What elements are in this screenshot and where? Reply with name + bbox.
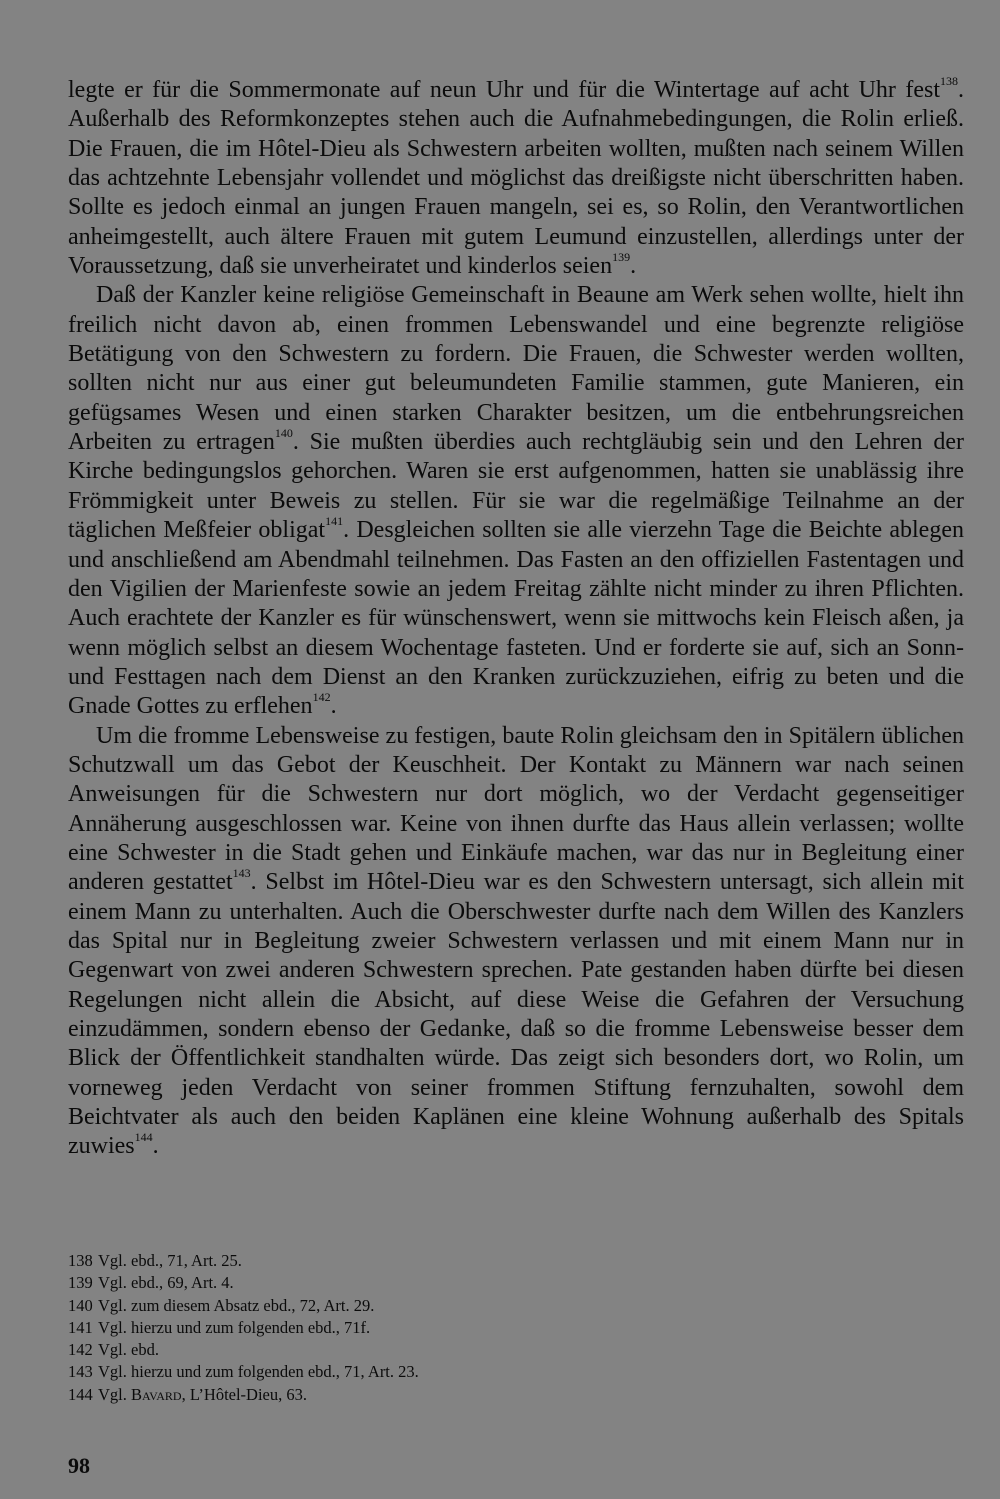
footnote-text: Vgl. hierzu und zum folgenden ebd., 71f. <box>98 1317 371 1337</box>
footnote-141 <box>68 1317 964 1339</box>
footnote-text: Vgl. ebd., 71, Art. 25. <box>98 1251 242 1270</box>
footnote-text: Vgl. zum diesem Absatz ebd., 72, Art. 29. <box>98 1295 375 1315</box>
footnote-author: Bavard <box>131 1384 182 1404</box>
footnote-text: Vgl. ebd., 69, Art. 4. <box>98 1273 234 1293</box>
footnote-144 <box>68 1384 964 1406</box>
paragraph-1: legte er für die Sommermonate auf neun Uhr und für die Wintertage auf acht Uhr fest$^{138}$. Außerhalb des Reformkonzeptes stehen auch die Aufnahmebedingungen, die Rolin erließ. Die Frauen, die im Hôtel-Dieu als Schwestern arbeiten wollten, mußten nach seinem Willen das achtzehnte Lebensjahr vollendet und möglichst das dreißigste nicht überschritten haben. Sollte es jedoch einmal an jungen Frauen mangeln, sei es, so Rolin, den Verantwortlichen anheimgestellt, auch ältere Frauen mit gutem Leumund einzustellen, allerdings unter der Voraussetzung, daß sie unverheiratet und kinderlos seien$^{139}$. <box>68 74 964 280</box>
footnote-number: 143 <box>68 1362 93 1382</box>
body-text <box>68 76 964 1162</box>
footnote-142 <box>68 1339 964 1361</box>
footnote-number: 142 <box>68 1340 93 1360</box>
footnote-number: 140 <box>68 1295 93 1315</box>
footnote-ref-143[interactable]: 143 <box>232 866 251 881</box>
footnote-143 <box>68 1361 964 1383</box>
footnote-text: Vgl. ebd. <box>98 1340 159 1360</box>
footnote-ref-138[interactable]: 138 <box>940 74 958 88</box>
footnote-139 <box>68 1272 964 1294</box>
footnote-140 <box>68 1295 964 1317</box>
footnote-number: 139 <box>68 1273 93 1293</box>
page-number: 98 <box>68 1453 90 1478</box>
footnote-text-rest: , L’Hôtel-Dieu, 63. <box>181 1384 308 1404</box>
footnote-ref-142[interactable]: 142 <box>312 690 331 705</box>
footnote-number: 144 <box>68 1384 93 1404</box>
paragraph-2: Daß der Kanzler keine religiöse Gemeinschaft in Beaune am Werk sehen wollte, hielt ihn freilich nicht davon ab, einen frommen Lebenswandel und eine begrenzte religiöse Betätigung von den Schwestern zu fordern. Die Frauen, die Schwester werden wollten, sollten nicht nur aus einer gut beleumundeten Familie stammen, gute Manieren, ein gefügsames Wesen und einen starken Charakter besitzen, um die entbehrungsreichen Arbeiten zu ertragen$^{140}$. Sie mußten überdies auch rechtgläubig sein und den Lehren der Kirche bedingungslos gehorchen. Waren sie erst aufgenommen, hatten sie unablässig ihre Frömmigkeit unter Beweis zu stellen. Für sie war die regelmäßige Teilnahme an der täglichen Meßfeier obligat$^{141}$. Desgleichen sollten sie alle vierzehn Tage die Beichte ablegen und anschließend am Abendmahl teilnehmen. Das Fasten an den offiziellen Fastentagen und den Vigilien der Marienfeste sowie an jedem Freitag zählte nicht minder zu ihren Pflichten. Auch erachtete der Kanzler es für wünschenswert, wenn sie mittwochs kein Fleisch aßen, ja wenn möglich selbst an diesem Wochentage fasteten. Und er forderte sie auf, sich an Sonn- und Festtagen nach dem Dienst an den Kranken zurückzuziehen, eifrig zu beten und die Gnade Gottes zu erflehen$^{142}$. <box>68 282 964 720</box>
footnote-number: 141 <box>68 1317 93 1337</box>
footnote-text: Vgl. hierzu und zum folgenden ebd., 71, Art. 23. <box>98 1362 419 1382</box>
main-text <box>68 76 964 1162</box>
footnote-ref-144[interactable]: 144 <box>134 1130 153 1145</box>
footnote-ref-139[interactable]: 139 <box>612 250 631 265</box>
footnote-ref-140[interactable]: 140 <box>274 426 293 441</box>
footnotes <box>68 1250 964 1406</box>
paragraph-3: Um die fromme Lebensweise zu festigen, baute Rolin gleichsam den in Spitälern üblichen Schutzwall um das Gebot der Keuschheit. Der Kontakt zu Männern war nach seinen Anweisungen für die Schwestern nur dort möglich, wo der Verdacht gegenseitiger Annäherung ausgeschlossen war. Keine von ihnen durfte das Haus allein verlassen; wollte eine Schwester in die Stadt gehen und Einkäufe machen, war das nur in Begleitung einer anderen gestattet$^{143}$. Selbst im Hôtel-Dieu war es den Schwestern untersagt, sich allein mit einem Mann zu unterhalten. Auch die Oberschwester durfte nach dem Willen des Kanzlers das Spital nur in Begleitung zweier Schwestern verlassen und mit einem Mann nur in Gegenwart von zwei anderen Schwestern sprechen. Pate gestanden haben dürfte bei diesen Regelungen nicht allein die Absicht, auf diese Weise die Gefahren der Versuchung einzudämmen, sondern ebenso der Gedanke, daß so die fromme Lebensweise besser dem Blick der Öffentlichkeit standhalten würde. Das zeigt sich besonders dort, wo Rolin, um vorneweg jeden Verdacht von seiner frommen Stiftung fernzuhalten, sowohl dem Beichtvater als auch den beiden Kaplänen eine kleine Wohnung außerhalb des Spitals zuwies$^{144}$. <box>68 722 965 1160</box>
footnote-138 <box>68 1250 964 1272</box>
footnote-text: Vgl. <box>98 1384 131 1404</box>
footnote-ref-141[interactable]: 141 <box>325 514 344 529</box>
footnote-number: 138 <box>68 1251 93 1270</box>
